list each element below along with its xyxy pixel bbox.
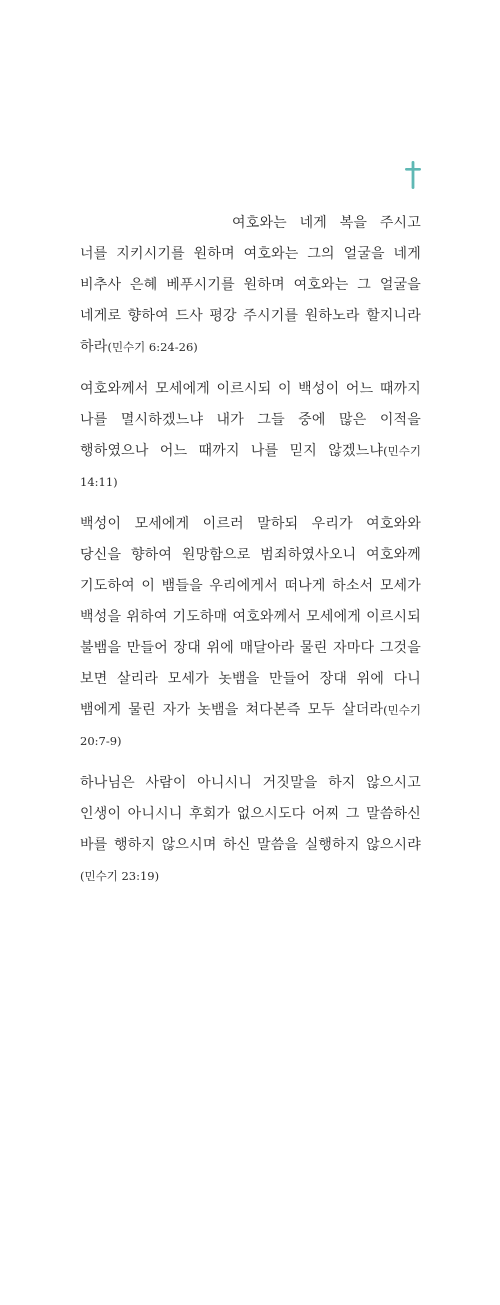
cross-icon xyxy=(403,160,423,190)
scripture-passage xyxy=(80,768,421,892)
passage-text: 여호와는 네게 복을 주시고 너를 지키시기를 원하며 여호와는 그의 얼굴을 네게 비추사 은혜 베푸시기를 원하며 여호와는 그 얼굴을 네게로 향하여 드사 평강 주시기를 원하노라 할지니라 하라 xyxy=(80,215,421,355)
passage-text: 백성이 모세에게 이르러 말하되 우리가 여호와와 당신을 향하여 원망함으로 범죄하였사오니 여호와께 기도하여 이 뱀들을 우리에게서 떠나게 하소서 모세가 백성을 위하여 기도하매 여호와께서 모세에게 이르시되 불뱀을 만들어 장대 위에 매달아라 물린 자마다 그것을 보면 살리라 모세가 놋뱀을 만들어 장대 위에 다니 뱀에게 물린 자가 놋뱀을 쳐다본즉 모두 살더라 xyxy=(80,516,421,718)
scripture-passage xyxy=(80,208,421,363)
passage-text: 하나님은 사람이 아니시니 거짓말을 하지 않으시고 인생이 아니시니 후회가 없으시도다 어찌 그 말씀하신 바를 행하지 않으시며 하신 말씀을 실행하지 않으시랴 xyxy=(80,775,421,853)
passage-text: 여호와께서 모세에게 이르시되 이 백성이 어느 때까지 나를 멸시하겠느냐 내가 그들 중에 많은 이적을 행하였으나 어느 때까지 나를 믿지 않겠느냐 xyxy=(80,381,421,459)
scripture-passage xyxy=(80,374,421,498)
passage-reference: (민수기 6:24-26) xyxy=(107,340,198,354)
scripture-passage xyxy=(80,509,421,757)
passage-reference: (민수기 23:19) xyxy=(80,869,160,883)
passage-reference: (민수기 20:7-9) xyxy=(80,703,421,748)
scripture-text xyxy=(80,208,421,903)
passage-reference: (민수기 14:11) xyxy=(80,444,421,489)
